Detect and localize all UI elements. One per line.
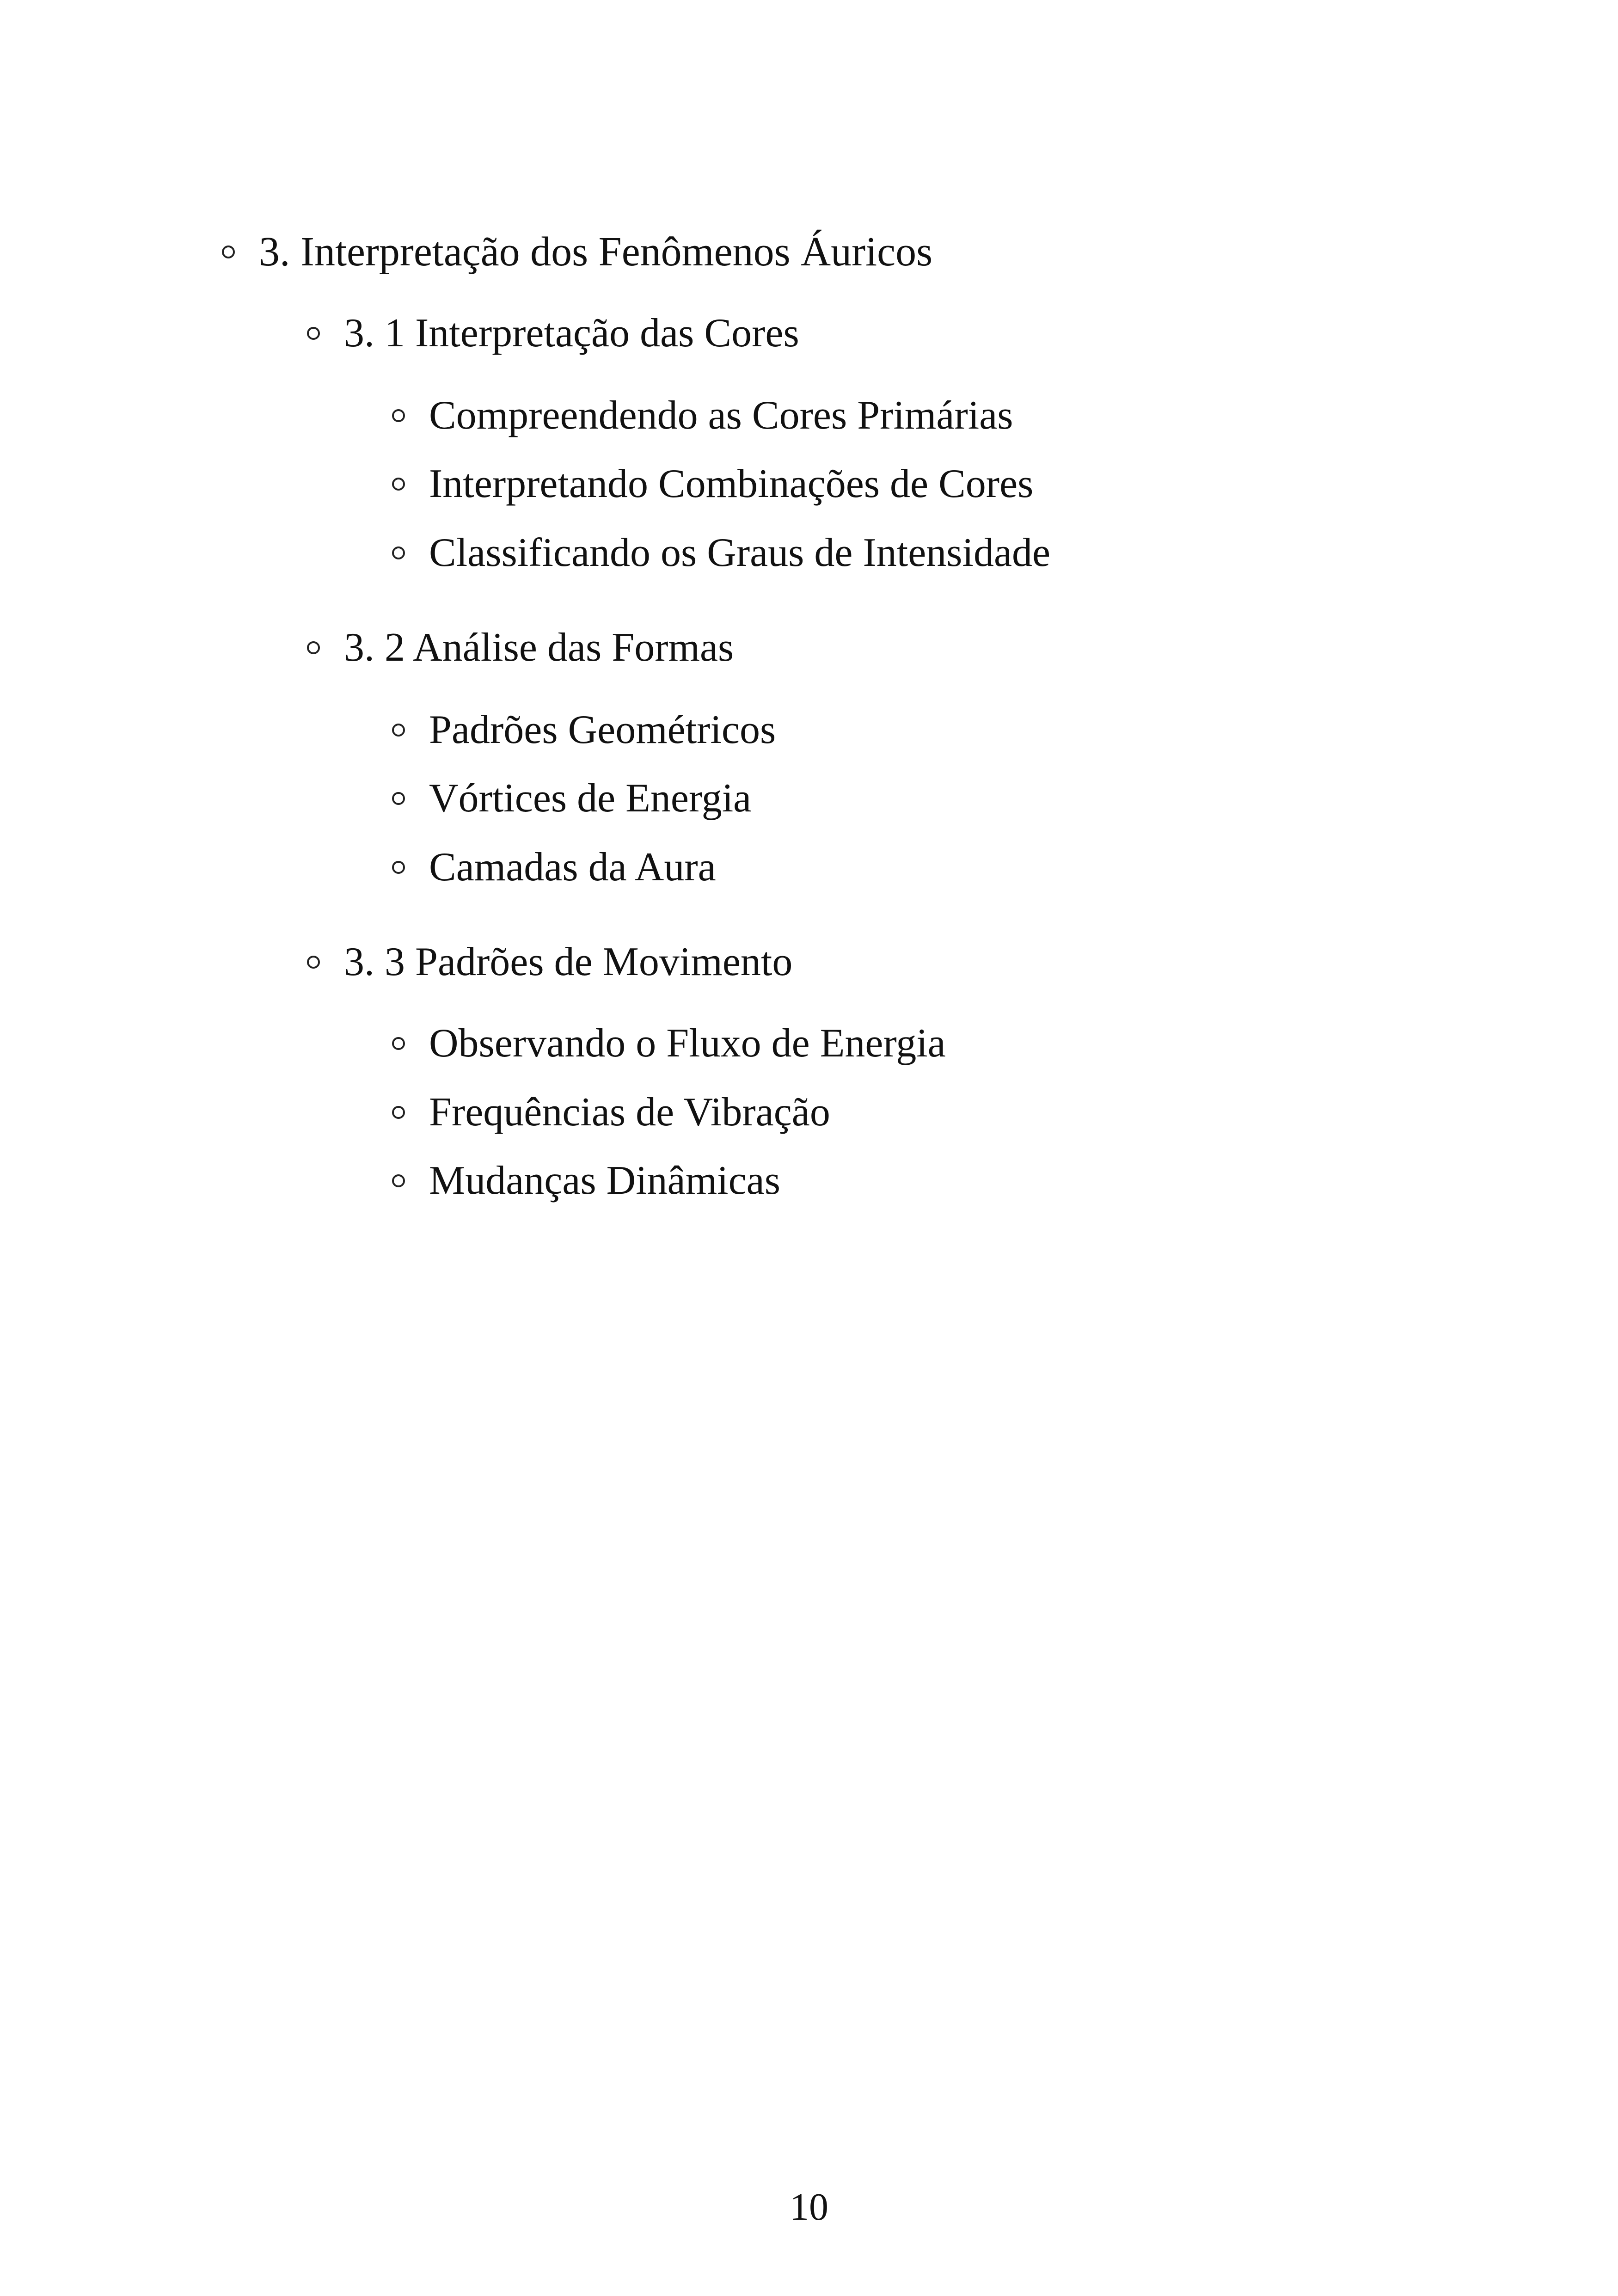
toc-item[interactable]: [392, 842, 716, 893]
toc-subsection-3-2[interactable]: [307, 622, 734, 673]
toc-item-label: Vórtices de Energia: [429, 776, 752, 821]
toc-subsection-3-3[interactable]: [307, 937, 792, 988]
toc-item[interactable]: [392, 773, 751, 824]
toc-item[interactable]: [392, 1018, 946, 1069]
hollow-circle-icon: [392, 724, 405, 737]
toc-subsection-3-1[interactable]: [307, 308, 799, 359]
hollow-circle-icon: [307, 641, 320, 654]
hollow-circle-icon: [392, 478, 405, 491]
toc-subsection-title: 3. 2 Análise das Formas: [344, 625, 734, 670]
toc-item-label: Frequências de Vibração: [429, 1090, 830, 1135]
toc-item[interactable]: [392, 390, 1013, 441]
toc-item-label: Compreendendo as Cores Primárias: [429, 393, 1013, 438]
hollow-circle-icon: [392, 1106, 405, 1119]
toc-item[interactable]: [392, 705, 776, 755]
hollow-circle-icon: [392, 546, 405, 559]
toc-item[interactable]: [392, 1155, 780, 1206]
hollow-circle-icon: [392, 792, 405, 805]
toc-item-label: Camadas da Aura: [429, 845, 716, 890]
hollow-circle-icon: [392, 1037, 405, 1050]
hollow-circle-icon: [392, 861, 405, 874]
toc-item-label: Observando o Fluxo de Energia: [429, 1021, 946, 1066]
hollow-circle-icon: [392, 1174, 405, 1187]
toc-item-label: Padrões Geométricos: [429, 707, 776, 752]
toc-section-3[interactable]: [222, 227, 932, 277]
hollow-circle-icon: [307, 327, 320, 340]
toc-subsection-title: 3. 3 Padrões de Movimento: [344, 939, 793, 984]
toc-item[interactable]: [392, 459, 1033, 510]
hollow-circle-icon: [307, 956, 320, 969]
toc-item-label: Interpretando Combinações de Cores: [429, 461, 1034, 506]
toc-item-label: Classificando os Graus de Intensidade: [429, 530, 1051, 575]
toc-subsection-title: 3. 1 Interpretação das Cores: [344, 311, 799, 356]
hollow-circle-icon: [392, 409, 405, 422]
page-number: 10: [790, 2185, 828, 2228]
toc-section-title: 3. Interpretação dos Fenômenos Áuricos: [259, 229, 933, 275]
toc-item-label: Mudanças Dinâmicas: [429, 1158, 780, 1203]
toc-item[interactable]: [392, 1087, 830, 1138]
hollow-circle-icon: [222, 246, 235, 258]
toc-item[interactable]: [392, 528, 1050, 578]
